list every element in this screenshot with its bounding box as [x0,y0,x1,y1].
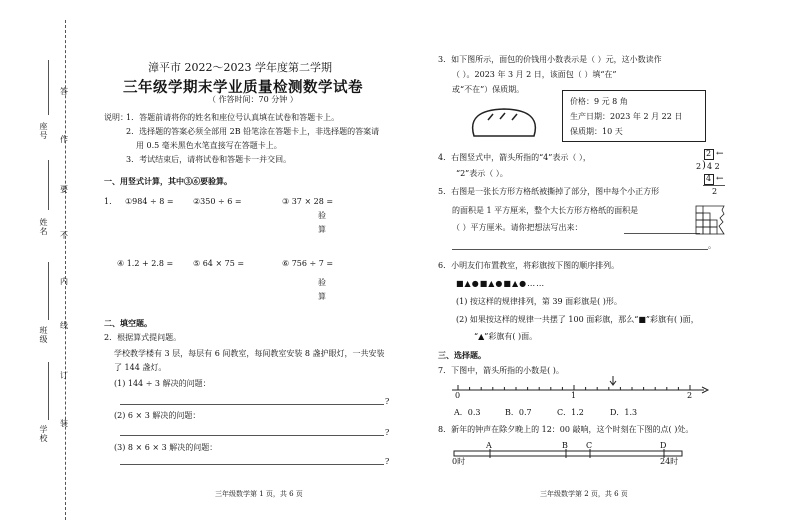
q6-text: 6．小明友们布置教室，将彩旗按下图的顺序排列。 [438,261,620,270]
number-line [452,374,712,404]
calc-item: ②350 ÷ 6 = [193,197,242,206]
q3-text: （ ）。2023 年 3 月 2 日，该面包（ ）填“在” [452,70,617,79]
calc-item: ⑤ 64 × 75 = [193,259,245,268]
option-c[interactable]: C．1.2 [557,408,584,417]
seal-char: 订 [60,371,68,380]
section1-heading: 一、用竖式计算，其中③⑥要验算。 [104,176,232,186]
q2-sub: (1) 144 ÷ 3 解决的问题： [114,379,211,388]
bread-price: 价格：9 元 8 角 [570,97,628,106]
q2-text: 了 144 盏灯。 [114,363,167,372]
seal-char: 不 [60,231,68,240]
calc-item: ④ 1.2 + 2.8 = [117,259,174,268]
div-divisor: 2 [696,162,702,171]
q6-sub: (2) 如果按这样的规律一共摆了 100 面彩旗，那么“■”彩旗有( )面， [456,315,699,324]
nl-label: 1 [571,391,577,400]
footer-left: 三年级数学第 1 页，共 6 页 [215,490,303,498]
instruction-item: 3．考试结束后，请将试卷和答题卡一并交回。 [126,155,292,164]
q2-sub: (2) 6 × 3 解决的问题： [114,411,201,420]
seal-char: 作 [60,135,68,144]
q6-sub: (1) 按这样的规律排列，第 39 面彩旗是( )形。 [456,297,622,306]
q-mark: ? [385,428,390,437]
school-line [48,362,49,420]
q6-sub: “▲”彩旗有( )面。 [474,332,538,341]
seal-char: 答 [60,87,68,96]
tl-end: 0时 [452,457,466,466]
q-mark: ? [385,457,390,466]
div-bracket: ) [702,160,706,171]
torn-grid-icon [696,206,724,234]
instruction-item: 2．选择题的答案必须全部用 2B 铅笔涂在答题卡上，非选择题的答案请 [126,127,380,136]
bread-icon [470,106,540,138]
tl-point: C [586,441,593,450]
calc-item: ①984 ÷ 8 = [125,197,174,206]
option-d[interactable]: D．1.3 [610,408,638,417]
name-label: 姓名 [39,218,48,236]
check-label: 算 [318,225,326,234]
div-dividend: 4 2 [707,162,720,171]
nl-label: 0 [455,391,461,400]
tl-end: 24时 [660,457,679,466]
q8-text: 8．新年的钟声在除夕晚上的 12：00 敲响，这个时刻在下图的点( )处。 [438,425,694,434]
calc-item: ③ 37 × 28 = [282,197,334,206]
arrow-icon: ← [716,149,724,159]
q3-text: 或“不在”）保质期。 [452,85,525,94]
time-note: （ 作答时间：70 分钟 ） [208,95,298,104]
instructions-label: 说明： [104,113,128,122]
instruction-item: 1．答题前请将你的姓名和座位号认真填在试卷和答题卡上。 [126,113,340,122]
q4-text: 4．右图竖式中，箭头所指的“4”表示（ ）， [438,153,591,162]
exam-title-line1: 漳平市 2022～2023 学年度第二学期 [148,61,332,74]
bread-production-date: 生产日期：2023 年 2 月 22 日 [570,112,683,121]
tl-point: B [562,441,568,450]
option-a[interactable]: A．0.3 [454,408,481,417]
answer-line[interactable] [120,464,384,465]
class-line [48,262,49,320]
check-label: 验 [318,211,326,220]
seat-label: 座号 [39,122,48,140]
q7-text: 7．下图中，箭头所指的小数是( )。 [438,366,564,375]
q2-title: 2．根据算式提问题。 [104,333,182,342]
answer-line[interactable] [120,404,384,405]
div-sub: 4 [706,174,712,183]
answer-line[interactable] [120,435,384,436]
class-label: 班级 [39,326,48,344]
time-line [454,449,684,461]
nl-label: 2 [687,391,693,400]
name-line [48,160,49,210]
option-b[interactable]: B．0.7 [505,408,532,417]
school-label: 学校 [39,425,48,443]
exam-title: 三年级学期末学业质量检测数学试卷 [123,79,363,96]
answer-line[interactable] [452,249,708,250]
check-label: 算 [318,292,326,301]
seal-char: 内 [60,277,68,286]
div-quotient: 2 [706,149,712,158]
q3-text: 3．如下图所示，面包的价钱用小数表示是（ ）元，这小数读作 [438,55,662,64]
q2-text: 学校教学楼有 3 层，每层有 6 间教室，每间教室安装 8 盏护眼灯，一共安装 [114,349,385,358]
seal-char: 线 [60,321,68,330]
arrow-icon: ← [716,174,724,184]
q-mark: ? [385,397,390,406]
footer-right: 三年级数学第 2 页，共 6 页 [540,490,628,498]
calc-item: ⑥ 756 ÷ 7 = [282,259,334,268]
tl-point: A [486,441,492,450]
bread-shelf-life: 保质期：10 天 [570,127,623,136]
flag-pattern: ■▲●■▲●■▲●…… [456,279,546,288]
q5-text: 的面积是 1 平方厘米，整个大长方形方格纸的面积是 [452,206,639,215]
seal-char: 要 [60,185,68,194]
div-remainder: 2 [712,187,718,196]
answer-line[interactable] [624,233,700,234]
seat-line [48,60,49,115]
q4-text: “2”表示（ ）。 [456,169,508,178]
end-dot: 。 [708,241,716,250]
instruction-item: 用 0.5 毫米黑色水笔直接写在答题卡上。 [136,141,282,150]
seal-char: 装 [60,419,68,428]
q5-text: （ ）平方厘米。请你把想法写出来： [452,223,583,232]
check-label: 验 [318,278,326,287]
section2-heading: 二、填空题。 [104,318,152,328]
div-line [703,185,725,186]
q5-text: 5．右图是一张长方形方格纸被撕掉了部分，图中每个小正方形 [438,187,660,196]
section3-heading: 三、选择题。 [438,350,486,360]
q2-sub: (3) 8 × 6 × 3 解决的问题： [114,443,218,452]
tl-point: D [660,441,667,450]
q1-number: 1. [104,197,112,206]
